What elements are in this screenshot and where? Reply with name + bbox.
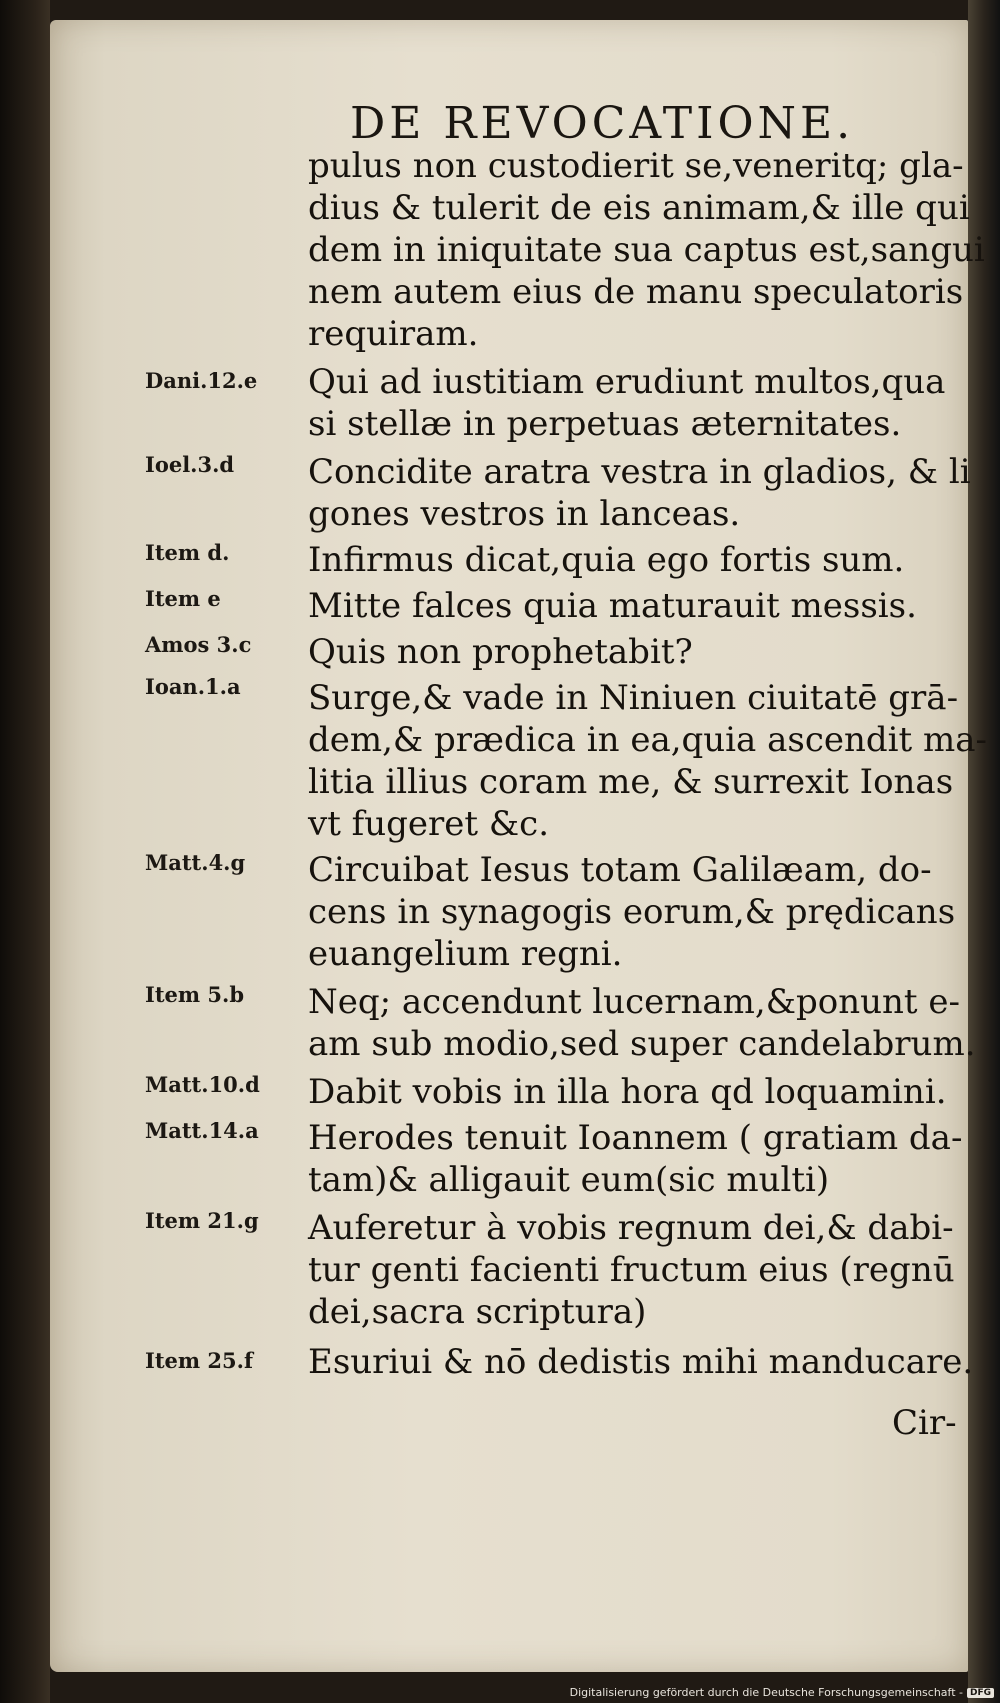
text-line: Infirmus dicat,quia ego fortis sum. — [308, 540, 905, 580]
book-binding-edge — [0, 0, 50, 1703]
margin-reference: Item e — [145, 586, 221, 611]
text-line: euangelium regni. — [308, 934, 623, 974]
margin-reference: Item 21.g — [145, 1208, 259, 1233]
text-line: requiram. — [308, 314, 479, 354]
text-line: nem autem eius de manu speculatoris — [308, 272, 964, 312]
text-line: dem in iniquitate sua captus est,sangui — [308, 230, 985, 270]
catchword: Cir- — [892, 1403, 957, 1443]
text-line: am sub modio,sed super candelabrum. — [308, 1024, 976, 1064]
text-line: Qui ad iustitiam erudiunt multos,qua — [308, 362, 946, 402]
text-line: dius & tulerit de eis animam,& ille qui — [308, 188, 970, 228]
running-header: DE REVOCATIONE. — [350, 98, 855, 149]
page-body — [50, 20, 988, 1672]
text-line: pulus non custodierit se,veneritq; gla- — [308, 146, 964, 186]
margin-reference: Ioan.1.a — [145, 674, 241, 699]
text-line: Herodes tenuit Ioannem ( gratiam da- — [308, 1118, 963, 1158]
digitization-credit — [570, 1686, 994, 1699]
text-line: litia illius coram me, & surrexit Ionas — [308, 762, 954, 802]
text-line: Auferetur à vobis regnum dei,& dabi- — [308, 1208, 954, 1248]
text-line: Esuriui & nō dedistis mihi manducare. — [308, 1342, 974, 1382]
text-line: gones vestros in lanceas. — [308, 494, 741, 534]
text-line: cens in synagogis eorum,& prędicans — [308, 892, 956, 932]
text-line: Mitte falces quia maturauit messis. — [308, 586, 917, 626]
margin-reference: Dani.12.e — [145, 368, 258, 393]
margin-reference: Item 5.b — [145, 982, 245, 1007]
margin-reference: Ioel.3.d — [145, 452, 235, 477]
text-line: tur genti facienti fructum eius (regnū — [308, 1250, 955, 1290]
text-line: Circuibat Iesus totam Galilæam, do- — [308, 850, 932, 890]
text-line: Surge,& vade in Niniuen ciuitatē grā- — [308, 678, 959, 718]
text-line: tam)& alligauit eum(sic multi) — [308, 1160, 830, 1200]
margin-reference: Matt.14.a — [145, 1118, 259, 1143]
margin-reference: Item 25.f — [145, 1348, 253, 1373]
margin-reference: Matt.10.d — [145, 1072, 260, 1097]
text-line: Quis non prophetabit? — [308, 632, 693, 672]
book-page — [50, 20, 988, 1672]
text-line: dei,sacra scriptura) — [308, 1292, 647, 1332]
text-line: Neq; accendunt lucernam,&ponunt e- — [308, 982, 960, 1022]
dfg-logo: DFG — [967, 1688, 994, 1698]
text-line: vt fugeret &c. — [308, 804, 550, 844]
text-line: Concidite aratra vestra in gladios, & li — [308, 452, 971, 492]
credit-text: Digitalisierung gefördert durch die Deutsche Forschungsgemeinschaft - — [569, 1686, 963, 1699]
text-line: Dabit vobis in illa hora qd loquamini. — [308, 1072, 947, 1112]
margin-reference: Matt.4.g — [145, 850, 246, 875]
margin-reference: Amos 3.c — [145, 632, 252, 657]
margin-reference: Item d. — [145, 540, 230, 565]
text-line: dem,& prædica in ea,quia ascendit ma- — [308, 720, 988, 760]
text-line: si stellæ in perpetuas æternitates. — [308, 404, 902, 444]
